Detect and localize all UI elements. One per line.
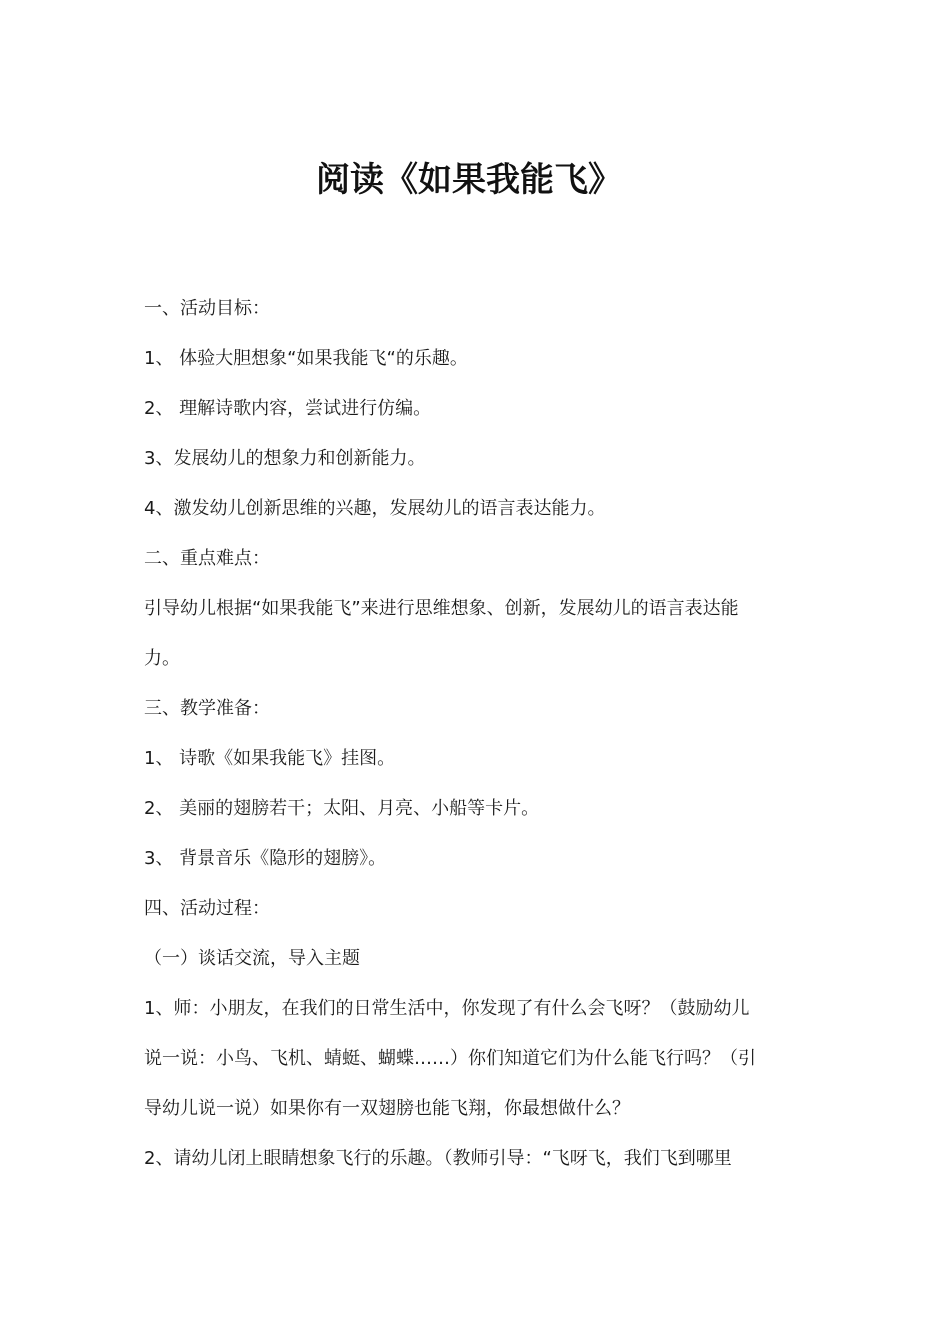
preparation-item-3: 3、 背景音乐《隐形的翅膀》。 — [144, 848, 387, 869]
process-paragraph-1-line-3: 导幼儿说一说）如果你有一双翅膀也能飞翔，你最想做什么？ — [144, 1098, 630, 1119]
process-paragraph-1-line-2: 说一说：小鸟、飞机、蜻蜓、蝴蝶……）你们知道它们为什么能飞行吗？（引 — [144, 1048, 756, 1069]
section-heading-preparation: 三、教学准备： — [144, 698, 270, 719]
preparation-item-2: 2、 美丽的翅膀若干；太阳、月亮、小船等卡片。 — [144, 798, 540, 819]
goal-item-2: 2、 理解诗歌内容，尝试进行仿编。 — [144, 398, 432, 419]
goal-item-1: 1、 体验大胆想象“如果我能飞“的乐趣。 — [144, 348, 468, 369]
key-points-text-line-2: 力。 — [144, 648, 180, 669]
process-subheading-1: （一）谈话交流，导入主题 — [144, 948, 360, 969]
goal-item-4: 4、激发幼儿创新思维的兴趣，发展幼儿的语言表达能力。 — [144, 498, 606, 519]
document-title: 阅读《如果我能飞》 — [316, 160, 622, 200]
process-paragraph-2-line-1: 2、请幼儿闭上眼睛想象飞行的乐趣。（教师引导：“飞呀飞，我们飞到哪里 — [144, 1148, 732, 1169]
key-points-text-line-1: 引导幼儿根据“如果我能飞”来进行思维想象、创新，发展幼儿的语言表达能 — [144, 598, 739, 619]
section-heading-process: 四、活动过程： — [144, 898, 270, 919]
process-paragraph-1-line-1: 1、师：小朋友，在我们的日常生活中，你发现了有什么会飞呀？（鼓励幼儿 — [144, 998, 750, 1019]
section-heading-goals: 一、活动目标： — [144, 298, 270, 319]
goal-item-3: 3、发展幼儿的想象力和创新能力。 — [144, 448, 426, 469]
document-body — [144, 284, 808, 1184]
preparation-item-1: 1、 诗歌《如果我能飞》挂图。 — [144, 748, 396, 769]
section-heading-key-points: 二、重点难点： — [144, 548, 270, 569]
